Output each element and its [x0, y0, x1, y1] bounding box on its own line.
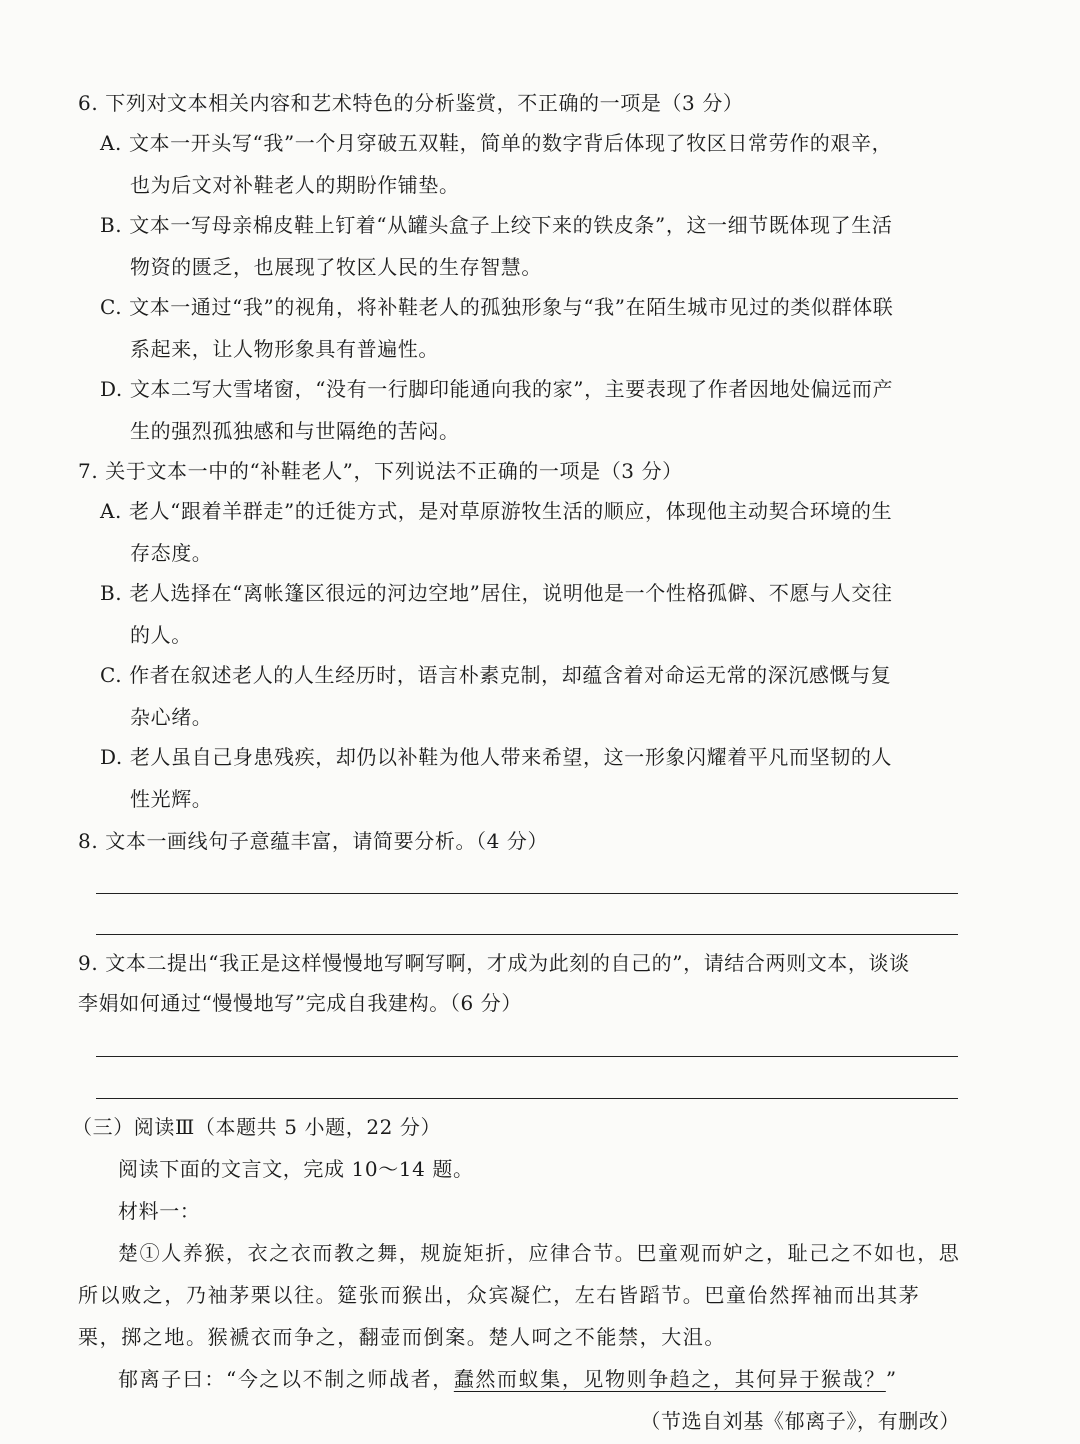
q7-option-d-line2: 性光辉。 — [130, 787, 213, 811]
passage-source: （节选自刘基《郁离子》，有删改） — [640, 1409, 960, 1433]
q6-stem: 6. 下列对文本相关内容和艺术特色的分析鉴赏，不正确的一项是（3 分） — [78, 91, 744, 115]
q9-answer-line-1[interactable] — [96, 1056, 958, 1057]
q7-option-b-line1: B. 老人选择在“离帐篷区很远的河边空地”居住，说明他是一个性格孤僻、不愿与人交往 — [100, 581, 893, 605]
q7-option-a-line1: A. 老人“跟着羊群走”的迁徙方式，是对草原游牧生活的顺应，体现他主动契合环境的生 — [100, 499, 893, 523]
q6-option-c-line1: C. 文本一通过“我”的视角，将补鞋老人的孤独形象与“我”在陌生城市见过的类似群体联 — [100, 295, 894, 319]
passage-line-2: 所以败之，乃袖茅栗以往。筵张而猴出，众宾凝伫，左右皆蹈节。巴童佁然挥袖而出其茅 — [78, 1283, 921, 1307]
q7-option-c-line2: 杂心绪。 — [130, 705, 213, 729]
q6-option-d-line1: D. 文本二写大雪堵窗，“没有一行脚印能通向我的家”，主要表现了作者因地处偏远而产 — [100, 377, 894, 401]
q8-answer-line-2[interactable] — [96, 934, 958, 935]
quote-prefix: 郁离子曰：“今之以不制之师战者， — [118, 1367, 454, 1391]
q6-option-b-line1: B. 文本一写母亲棉皮鞋上钉着“从罐头盒子上绞下来的铁皮条”，这一细节既体现了生活 — [100, 213, 893, 237]
q6-option-a-line1: A. 文本一开头写“我”一个月穿破五双鞋，简单的数字背后体现了牧区日常劳作的艰辛， — [100, 131, 893, 155]
passage-line-1: 楚①人养猴，衣之衣而教之舞，规旋矩折，应律合节。巴童观而妒之，耻己之不如也，思 — [118, 1241, 961, 1265]
q6-option-d-line2: 生的强烈孤独感和与世隔绝的苦闷。 — [130, 419, 460, 443]
q6-option-b-line2: 物资的匮乏，也展现了牧区人民的生存智慧。 — [130, 255, 542, 279]
section3-heading: （三）阅读Ⅲ（本题共 5 小题，22 分） — [72, 1115, 442, 1139]
q7-option-b-line2: 的人。 — [130, 623, 192, 647]
q7-option-c-line1: C. 作者在叙述老人的人生经历时，语言朴素克制，却蕴含着对命运无常的深沉感慨与复 — [100, 663, 892, 687]
passage-line-3: 栗，掷之地。猴褫衣而争之，翻壶而倒案。楚人呵之不能禁，大沮。 — [78, 1325, 726, 1349]
q6-option-c-line2: 系起来，让人物形象具有普遍性。 — [130, 337, 439, 361]
passage-quote-line — [118, 1364, 898, 1394]
q7-option-d-line1: D. 老人虽自己身患残疾，却仍以补鞋为他人带来希望，这一形象闪耀着平凡而坚韧的人 — [100, 745, 893, 769]
q6-option-a-line2: 也为后文对补鞋老人的期盼作铺垫。 — [130, 173, 460, 197]
q7-option-a-line2: 存态度。 — [130, 541, 213, 565]
material-one-label: 材料一： — [118, 1199, 201, 1223]
q8-stem: 8. 文本一画线句子意蕴丰富，请简要分析。（4 分） — [78, 829, 549, 853]
q7-stem: 7. 关于文本一中的“补鞋老人”，下列说法不正确的一项是（3 分） — [78, 459, 683, 483]
q9-stem-line2: 李娟如何通过“慢慢地写”完成自我建构。（6 分） — [78, 991, 522, 1015]
q9-stem-line1: 9. 文本二提出“我正是这样慢慢地写啊写啊，才成为此刻的自己的”，请结合两则文本，谈谈 — [78, 951, 910, 975]
q9-answer-line-2[interactable] — [96, 1098, 958, 1099]
quote-underlined-sentence: 蠢然而蚁集，见物则争趋之，其何异于猴哉？ — [453, 1367, 886, 1391]
q8-answer-line-1[interactable] — [96, 893, 958, 894]
quote-suffix: ” — [885, 1367, 898, 1391]
section3-instruction: 阅读下面的文言文，完成 10～14 题。 — [118, 1157, 474, 1181]
